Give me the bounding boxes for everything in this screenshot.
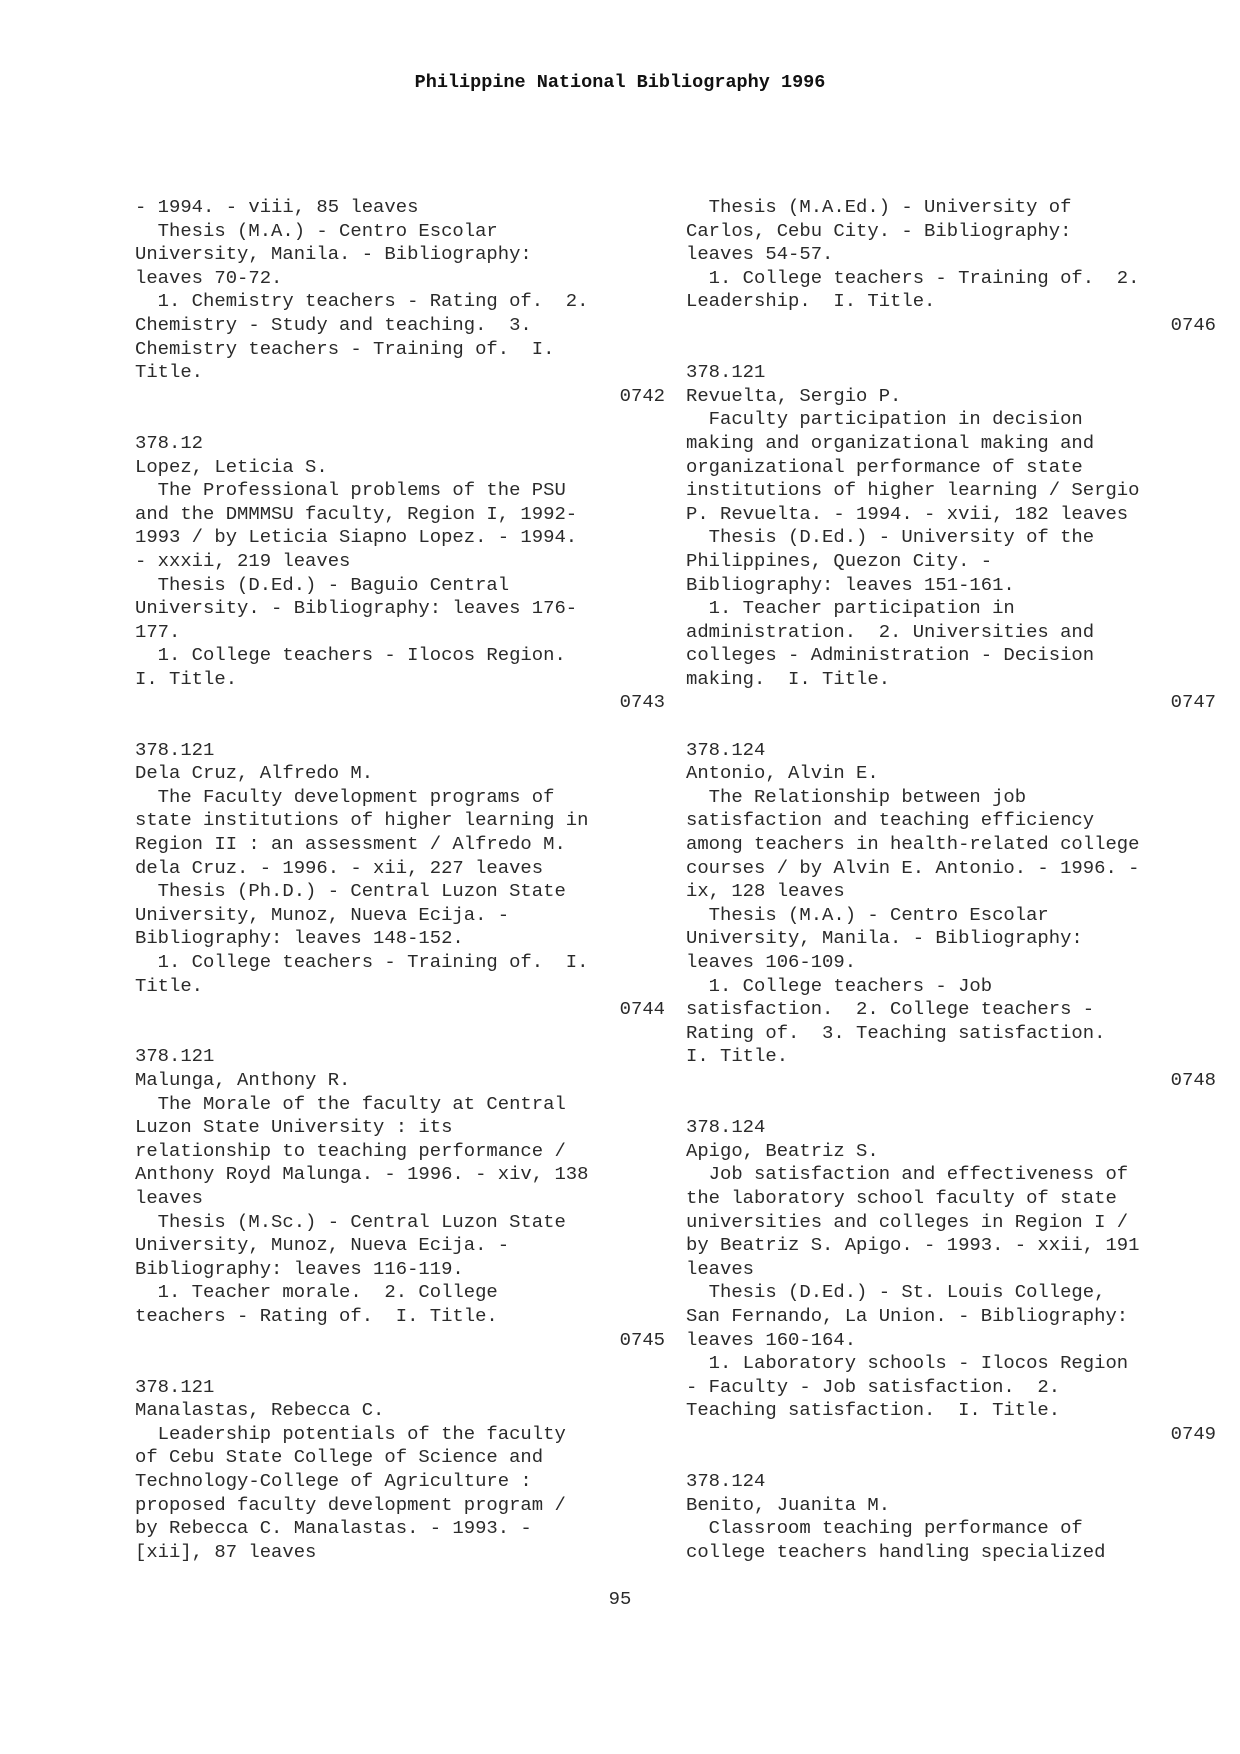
entry-line: the laboratory school faculty of state	[686, 1186, 1117, 1209]
entry-line: Thesis (M.A.) - Centro Escolar	[135, 219, 498, 242]
bibliography-entry	[135, 1045, 665, 1352]
entry-line: Luzon State University : its	[135, 1116, 453, 1139]
entry-line: leaves	[686, 1257, 755, 1280]
entry-line: dela Cruz. - 1996. - xii, 227 leaves	[135, 856, 544, 879]
entry-line: Title.	[135, 974, 204, 997]
call-number: 378.121	[135, 738, 215, 761]
author-name: Manalastas, Rebecca C.	[135, 1399, 385, 1422]
continuation-entry	[135, 196, 665, 408]
entry-line: satisfaction and teaching efficiency	[686, 809, 1095, 832]
entry-line: Thesis (D.Ed.) - St. Louis College,	[686, 1281, 1106, 1304]
entry-line: - xxxii, 219 leaves	[135, 549, 351, 572]
entry-line: satisfaction. 2. College teachers -	[686, 998, 1095, 1021]
entry-spacer	[686, 715, 1216, 739]
bibliography-entry	[686, 1470, 1216, 1564]
entry-spacer	[686, 1446, 1216, 1470]
entry-line: and the DMMMSU faculty, Region I, 1992-	[135, 502, 578, 525]
entry-line: proposed faculty development program /	[135, 1493, 566, 1516]
call-number: 378.124	[686, 738, 766, 761]
entry-line: University, Manila. - Bibliography:	[135, 243, 532, 266]
call-number: 378.121	[686, 361, 766, 384]
entry-line: [xii], 87 leaves	[135, 1540, 317, 1563]
entry-line: Carlos, Cebu City. - Bibliography:	[686, 219, 1072, 242]
entry-spacer	[135, 715, 665, 739]
author-name: Benito, Juanita M.	[686, 1493, 891, 1516]
call-number: 378.124	[686, 1116, 766, 1139]
call-number: 378.121	[135, 1045, 215, 1068]
entry-line: The Morale of the faculty at Central	[135, 1092, 566, 1115]
entry-line: leaves 160-164.	[686, 1328, 857, 1351]
entry-line: University, Manila. - Bibliography:	[686, 927, 1083, 950]
entry-spacer	[135, 1022, 665, 1046]
entry-line: Job satisfaction and effectiveness of	[686, 1163, 1129, 1186]
page-number: 95	[608, 1588, 632, 1610]
entry-line: of Cebu State College of Science and	[135, 1446, 544, 1469]
entry-line: Leadership potentials of the faculty	[135, 1422, 566, 1445]
entry-line: universities and colleges in Region I /	[686, 1210, 1129, 1233]
entry-line: colleges - Administration - Decision	[686, 644, 1095, 667]
entry-line: making and organizational making and	[686, 431, 1095, 454]
entry-line: Thesis (D.Ed.) - Baguio Central	[135, 573, 510, 596]
entry-line: administration. 2. Universities and	[686, 620, 1095, 643]
entry-line: - 1994. - viii, 85 leaves	[135, 196, 419, 218]
entry-line: Thesis (M.Sc.) - Central Luzon State	[135, 1210, 566, 1233]
entry-line: 1. College teachers - Training of. I.	[135, 951, 589, 973]
entry-line: Teaching satisfaction. I. Title.	[686, 1399, 1061, 1422]
author-name: Antonio, Alvin E.	[686, 762, 879, 785]
author-name: Revuelta, Sergio P.	[686, 384, 902, 407]
right-column	[686, 196, 1216, 1564]
entry-line: by Rebecca C. Manalastas. - 1993. -	[135, 1517, 532, 1540]
entry-line: The Faculty development programs of	[135, 785, 555, 808]
entry-line: leaves 106-109.	[686, 951, 857, 973]
entry-line: The Professional problems of the PSU	[135, 479, 566, 502]
entry-line: Anthony Royd Malunga. - 1996. - xiv, 138	[135, 1163, 589, 1186]
entry-line: 1. Chemistry teachers - Rating of. 2.	[135, 290, 589, 313]
entry-line: San Fernando, La Union. - Bibliography:	[686, 1304, 1129, 1327]
entry-line: relationship to teaching performance /	[135, 1139, 566, 1162]
entry-spacer	[686, 1093, 1216, 1117]
entry-line: 1. College teachers - Training of. 2.	[686, 266, 1140, 289]
call-number: 378.12	[135, 431, 204, 454]
entry-line: college teachers handling specialized	[686, 1540, 1106, 1563]
entry-line: by Beatriz S. Apigo. - 1993. - xxii, 191	[686, 1234, 1140, 1257]
entry-line: Region II : an assessment / Alfredo M.	[135, 833, 566, 856]
author-name: Apigo, Beatriz S.	[686, 1139, 879, 1162]
entry-line: Thesis (Ph.D.) - Central Luzon State	[135, 880, 566, 903]
entry-spacer	[686, 338, 1216, 362]
author-name: Lopez, Leticia S.	[135, 455, 328, 478]
entry-line: 1. Teacher morale. 2. College	[135, 1281, 498, 1304]
entry-line: leaves 70-72.	[135, 266, 283, 289]
entry-line: Rating of. 3. Teaching satisfaction.	[686, 1021, 1106, 1044]
entry-line: 1. Laboratory schools - Ilocos Region	[686, 1352, 1129, 1375]
entry-line: Bibliography: leaves 151-161.	[686, 573, 1015, 596]
entry-spacer	[135, 1352, 665, 1376]
entry-line: University, Munoz, Nueva Ecija. -	[135, 1234, 510, 1257]
entry-number: 0742	[619, 384, 665, 407]
entry-line: state institutions of higher learning in	[135, 809, 589, 832]
bibliography-entry	[135, 1376, 665, 1565]
bibliography-entry	[686, 1116, 1216, 1446]
entry-line: organizational performance of state	[686, 455, 1083, 478]
entry-number: 0744	[619, 998, 665, 1021]
entry-line: I. Title.	[686, 1045, 789, 1068]
bibliography-entry	[686, 361, 1216, 715]
page-title: Philippine National Bibliography 1996	[414, 72, 826, 93]
entry-line: courses / by Alvin E. Antonio. - 1996. -	[686, 856, 1140, 879]
entry-line: Thesis (M.A.) - Centro Escolar	[686, 903, 1049, 926]
entry-line: Chemistry - Study and teaching. 3.	[135, 313, 532, 336]
entry-number: 0749	[1170, 1422, 1216, 1445]
entry-line: leaves	[135, 1186, 204, 1209]
entry-line: University. - Bibliography: leaves 176-	[135, 597, 578, 620]
entry-line: Leadership. I. Title.	[686, 290, 936, 313]
entry-line: Chemistry teachers - Training of. I.	[135, 337, 555, 360]
bibliography-entry	[135, 739, 665, 1022]
left-column	[135, 196, 665, 1564]
entry-line: ix, 128 leaves	[686, 880, 845, 903]
entry-line: Classroom teaching performance of	[686, 1517, 1083, 1540]
entry-number: 0746	[1170, 313, 1216, 336]
entry-line: Thesis (D.Ed.) - University of the	[686, 526, 1095, 549]
author-name: Dela Cruz, Alfredo M.	[135, 762, 374, 785]
entry-line: 1. College teachers - Ilocos Region.	[135, 644, 566, 667]
entry-line: The Relationship between job	[686, 785, 1027, 808]
bibliography-entry	[135, 432, 665, 715]
entry-line: making. I. Title.	[686, 667, 891, 690]
entry-line: Bibliography: leaves 116-119.	[135, 1257, 464, 1280]
entry-line: - Faculty - Job satisfaction. 2.	[686, 1375, 1061, 1398]
entry-line: P. Revuelta. - 1994. - xvii, 182 leaves	[686, 502, 1129, 525]
author-name: Malunga, Anthony R.	[135, 1068, 351, 1091]
entry-line: 1. Teacher participation in	[686, 597, 1015, 620]
entry-line: I. Title.	[135, 667, 238, 690]
entry-line: Technology-College of Agriculture :	[135, 1470, 532, 1493]
bibliography-entry	[686, 739, 1216, 1093]
entry-line: 1993 / by Leticia Siapno Lopez. - 1994.	[135, 526, 578, 549]
entry-line: Faculty participation in decision	[686, 408, 1083, 431]
entry-line: institutions of higher learning / Sergio	[686, 479, 1140, 502]
entry-line: among teachers in health-related college	[686, 833, 1140, 856]
continuation-entry	[686, 196, 1216, 338]
call-number: 378.124	[686, 1470, 766, 1493]
entry-line: 177.	[135, 620, 181, 643]
entry-line: teachers - Rating of. I. Title.	[135, 1304, 498, 1327]
entry-line: Title.	[135, 361, 204, 384]
entry-number: 0745	[619, 1328, 665, 1351]
entry-line: Philippines, Quezon City. -	[686, 549, 993, 572]
entry-line: Thesis (M.A.Ed.) - University of	[686, 196, 1072, 218]
entry-line: University, Munoz, Nueva Ecija. -	[135, 903, 510, 926]
entry-line: 1. College teachers - Job	[686, 974, 993, 997]
entry-line: Bibliography: leaves 148-152.	[135, 927, 464, 950]
entry-number: 0747	[1170, 691, 1216, 714]
call-number: 378.121	[135, 1375, 215, 1398]
entry-number: 0748	[1170, 1068, 1216, 1091]
entry-line: leaves 54-57.	[686, 243, 834, 266]
entry-spacer	[135, 408, 665, 432]
entry-number: 0743	[619, 691, 665, 714]
